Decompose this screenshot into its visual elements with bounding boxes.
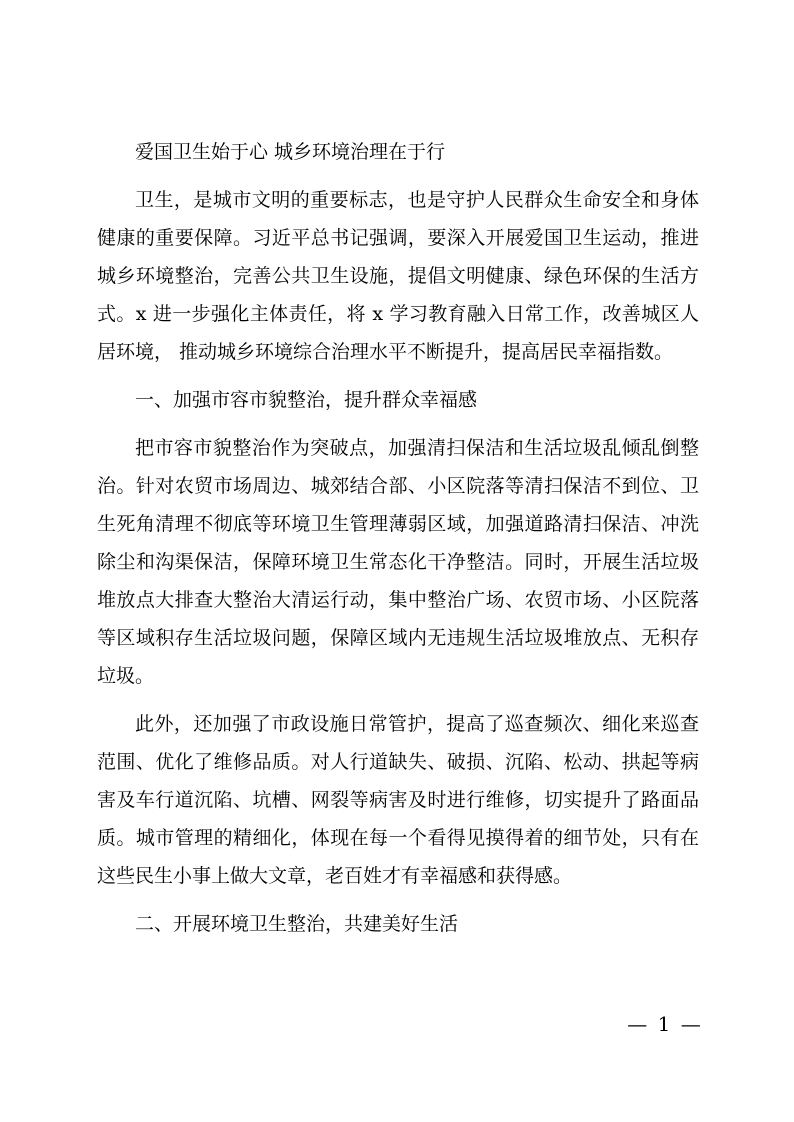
section-2-heading: 二、开展环境卫生整治，共建美好生活	[135, 913, 459, 935]
intro-paragraph: 卫生，是城市文明的重要标志，也是守护人民群众生命安全和身体健康的重要保障。习近平总书记强调，要深入开展爱国卫生运动，推进城乡环境整治，完善公共卫生设施，提倡文明健康、绿色环保的生活方式。x 进一步强化主体责任，将 x 学习教育融入日常工作，改善城区人居环境， 推动城乡环境综合治理水平不断提升，提高居民幸福指数。	[97, 189, 699, 363]
page-number: — 1 —	[627, 1012, 703, 1036]
section-1-paragraph-2: 此外，还加强了市政设施日常管护，提高了巡查频次、细化来巡查范围、优化了维修品质。对人行道缺失、破损、沉陷、松动、拱起等病害及车行道沉陷、坑槽、网裂等病害及时进行维修，切实提升了路面品质。城市管理的精细化，体现在每一个看得见摸得着的细节处，只有在这些民生小事上做大文章，老百姓才有幸福感和获得感。	[97, 713, 699, 887]
document-body	[97, 133, 699, 953]
section-1-paragraph-1: 把市容市貌整治作为突破点，加强清扫保洁和生活垃圾乱倾乱倒整治。针对农贸市场周边、城郊结合部、小区院落等清扫保洁不到位、卫生死角清理不彻底等环境卫生管理薄弱区域，加强道路清扫保洁、冲洗除尘和沟渠保洁，保障环境卫生常态化干净整洁。同时，开展生活垃圾堆放点大排查大整治大清运行动，集中整治广场、农贸市场、小区院落等区域积存生活垃圾问题，保障区域内无违规生活垃圾堆放点、无积存垃圾。	[97, 437, 699, 687]
document-title: 爱国卫生始于心 城乡环境治理在于行	[135, 141, 446, 163]
section-1-heading: 一、加强市容市貌整治，提升群众幸福感	[135, 389, 478, 411]
